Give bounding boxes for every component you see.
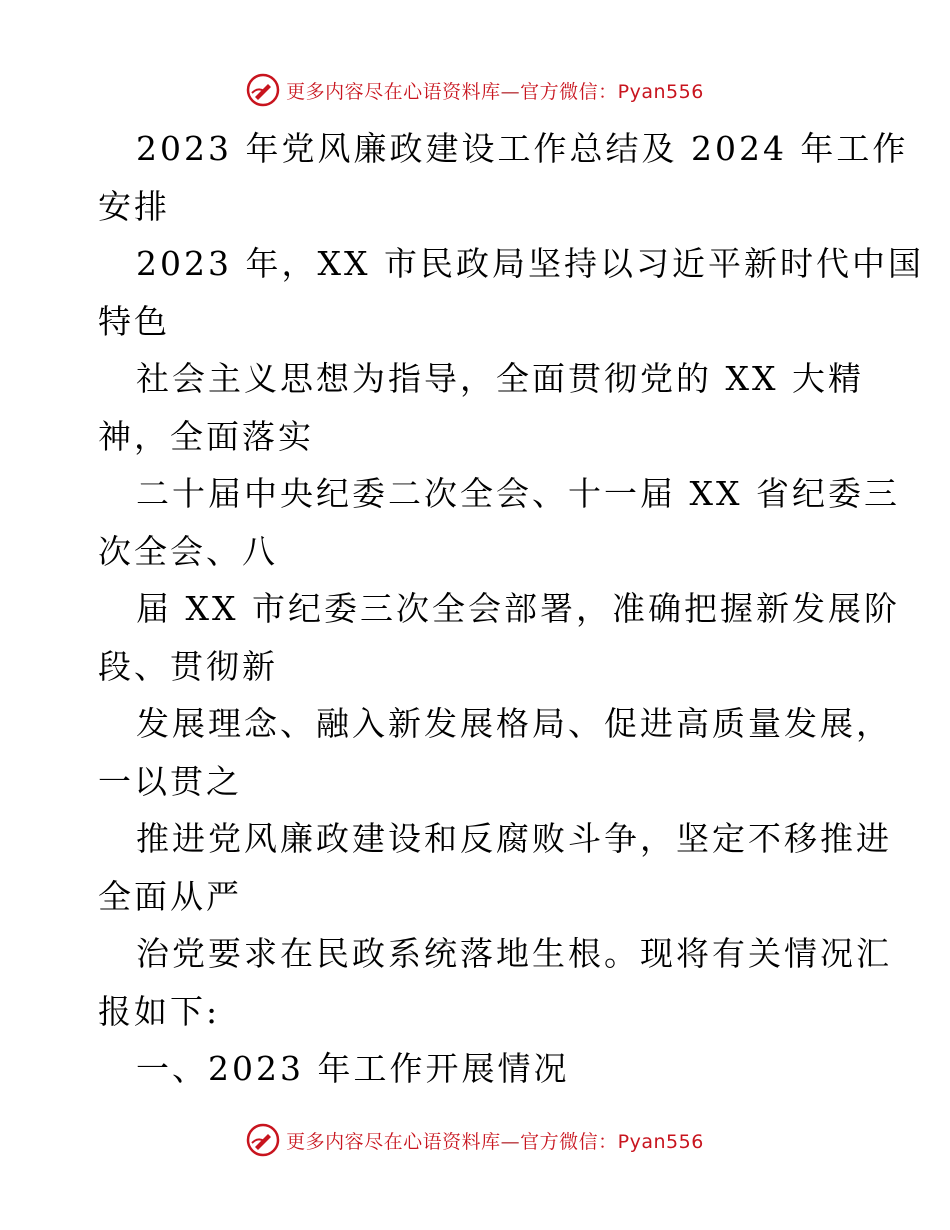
- doc-text-line: 报如下:: [98, 991, 221, 1031]
- doc-text-line: 推进党风廉政建设和反腐败斗争，坚定不移推进: [136, 819, 892, 858]
- banner-separator: —: [500, 1130, 521, 1153]
- banner-contact: 官方微信：Pyan556: [520, 80, 704, 103]
- header-banner: [0, 70, 950, 110]
- pen-logo-icon: [246, 1123, 280, 1157]
- banner-separator: —: [500, 80, 521, 103]
- document-body: [98, 120, 924, 1098]
- doc-text-line: 全面从严: [98, 876, 242, 916]
- doc-title-line-2: 安排: [98, 186, 170, 226]
- doc-text-line: 二十届中央纪委二次全会、十一届 XX 省纪委三: [136, 474, 900, 513]
- doc-text-line: 社会主义思想为指导，全面贯彻党的 XX 大精: [136, 359, 864, 398]
- doc-title-line-1: 2023 年党风廉政建设工作总结及 2024 年工作: [136, 129, 909, 168]
- doc-text-line: 特色: [98, 301, 170, 341]
- doc-text-line: 届 XX 市纪委三次全会部署，准确把握新发展阶: [136, 589, 900, 628]
- banner-main-text: 更多内容尽在心语资料库: [286, 80, 501, 103]
- banner-text: [286, 1127, 704, 1154]
- section-heading: 一、2023 年工作开展情况: [136, 1049, 570, 1088]
- doc-text-line: 次全会、八: [98, 531, 278, 571]
- doc-text-line: 2023 年，XX 市民政局坚持以习近平新时代中国: [136, 244, 924, 283]
- doc-text-line: 发展理念、融入新发展格局、促进高质量发展，: [136, 704, 892, 743]
- doc-text-line: 神，全面落实: [98, 416, 314, 456]
- banner-contact: 官方微信：Pyan556: [520, 1130, 704, 1153]
- doc-text-line: 段、贯彻新: [98, 646, 278, 686]
- pen-logo-icon: [246, 73, 280, 107]
- banner-text: [286, 77, 704, 104]
- banner-main-text: 更多内容尽在心语资料库: [286, 1130, 501, 1153]
- footer-banner: [0, 1120, 950, 1160]
- doc-text-line: 一以贯之: [98, 761, 242, 801]
- doc-text-line: 治党要求在民政系统落地生根。现将有关情况汇: [136, 934, 892, 973]
